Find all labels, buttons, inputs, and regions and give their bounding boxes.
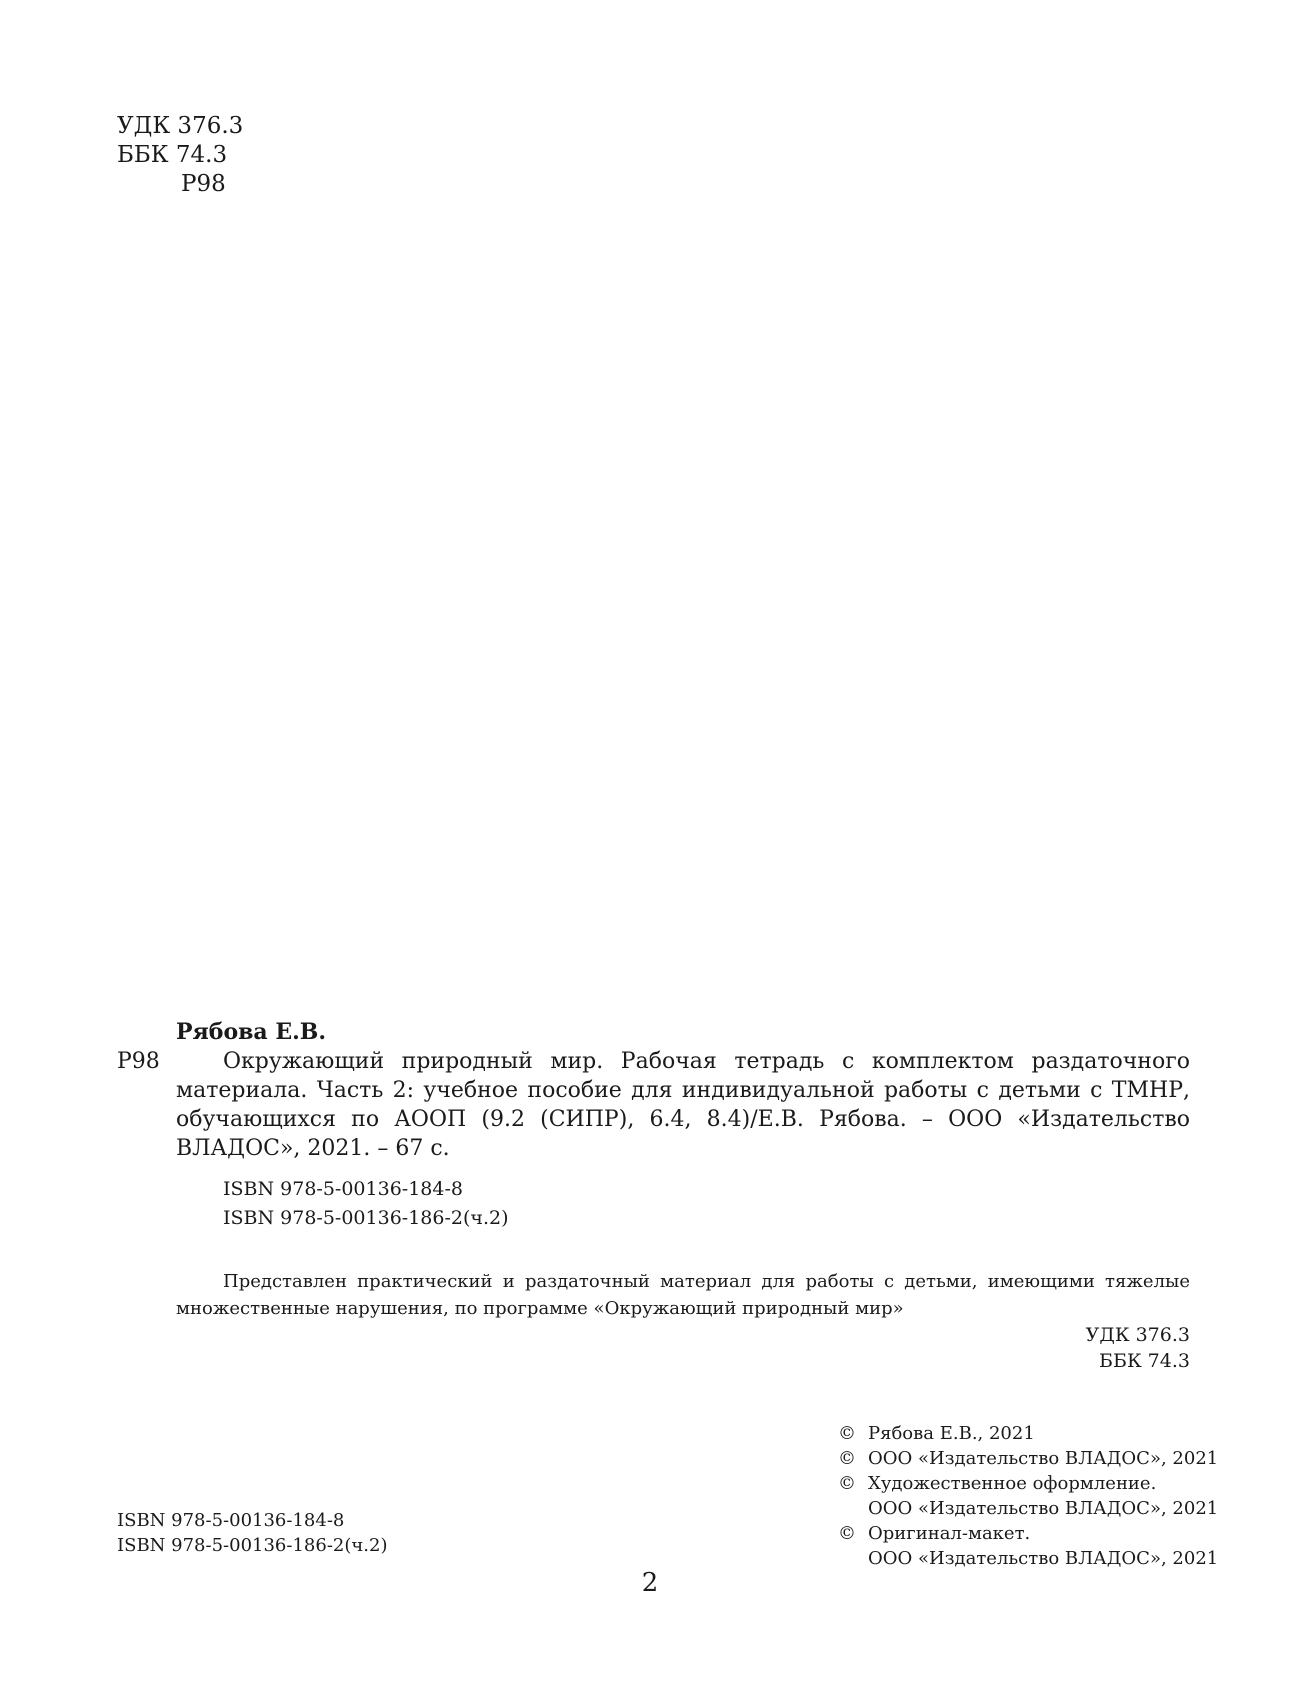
- copyright-text: Оригинал-макет.: [868, 1523, 1031, 1544]
- isbn-bottom-2: ISBN 978-5-00136-186-2(ч.2): [117, 1535, 388, 1556]
- copyright-text: ООО «Издательство ВЛАДОС», 2021: [868, 1548, 1219, 1569]
- copyright-symbol: ©: [838, 1473, 856, 1494]
- copyright-symbol: ©: [838, 1523, 856, 1544]
- record-udk: УДК 376.3: [1085, 1324, 1190, 1346]
- copyright-row: [838, 1471, 1218, 1496]
- record-description: Окружающий природный мир. Рабочая тетрадь с комплектом раздаточного материала. Часть 2: учебное пособие для индивидуальной работы с детьми с ТМНР, обучающихся по АООП (9.2 (СИПР), 6.4, 8.4)/Е.В. Рябова. – ООО «Издательство ВЛАДОС», 2021. – 67 с.: [176, 1049, 1190, 1161]
- author-code: Р98: [181, 171, 226, 197]
- record-author: Рябова Е.В.: [176, 1019, 327, 1045]
- copyright-row: [838, 1446, 1218, 1471]
- classification-top: [117, 112, 243, 199]
- copyright-symbol: ©: [838, 1448, 856, 1469]
- copyright-text: ООО «Издательство ВЛАДОС», 2021: [868, 1448, 1219, 1469]
- record-isbn-2: ISBN 978-5-00136-186-2(ч.2): [223, 1207, 509, 1229]
- isbn-bottom-1: ISBN 978-5-00136-184-8: [117, 1510, 345, 1531]
- udk-code: УДК 376.3: [117, 113, 244, 139]
- classification-bottom: [1086, 1322, 1190, 1374]
- copyright-row: [838, 1421, 1218, 1446]
- record-isbn-1: ISBN 978-5-00136-184-8: [223, 1178, 463, 1200]
- bbk-code: ББК 74.3: [117, 142, 228, 168]
- record-author-code: Р98: [117, 1049, 160, 1074]
- record-abstract: Представлен практический и раздаточный материал для работы с детьми, имеющими тяжелые множественные нарушения, по программе «Окружающий природный мир»: [176, 1271, 1190, 1319]
- copyright-text: ООО «Издательство ВЛАДОС», 2021: [868, 1498, 1219, 1519]
- copyright-row-continuation: [838, 1496, 1218, 1521]
- page-number: 2: [641, 1568, 659, 1598]
- copyright-block: [838, 1421, 1218, 1571]
- record-isbn-block: [223, 1175, 509, 1233]
- copyright-text: Рябова Е.В., 2021: [868, 1423, 1035, 1444]
- copyright-text: Художественное оформление.: [868, 1473, 1157, 1494]
- isbn-bottom: [117, 1508, 387, 1558]
- copyright-symbol: ©: [838, 1423, 856, 1444]
- record-bbk: ББК 74.3: [1099, 1350, 1190, 1372]
- copyright-row: [838, 1521, 1218, 1546]
